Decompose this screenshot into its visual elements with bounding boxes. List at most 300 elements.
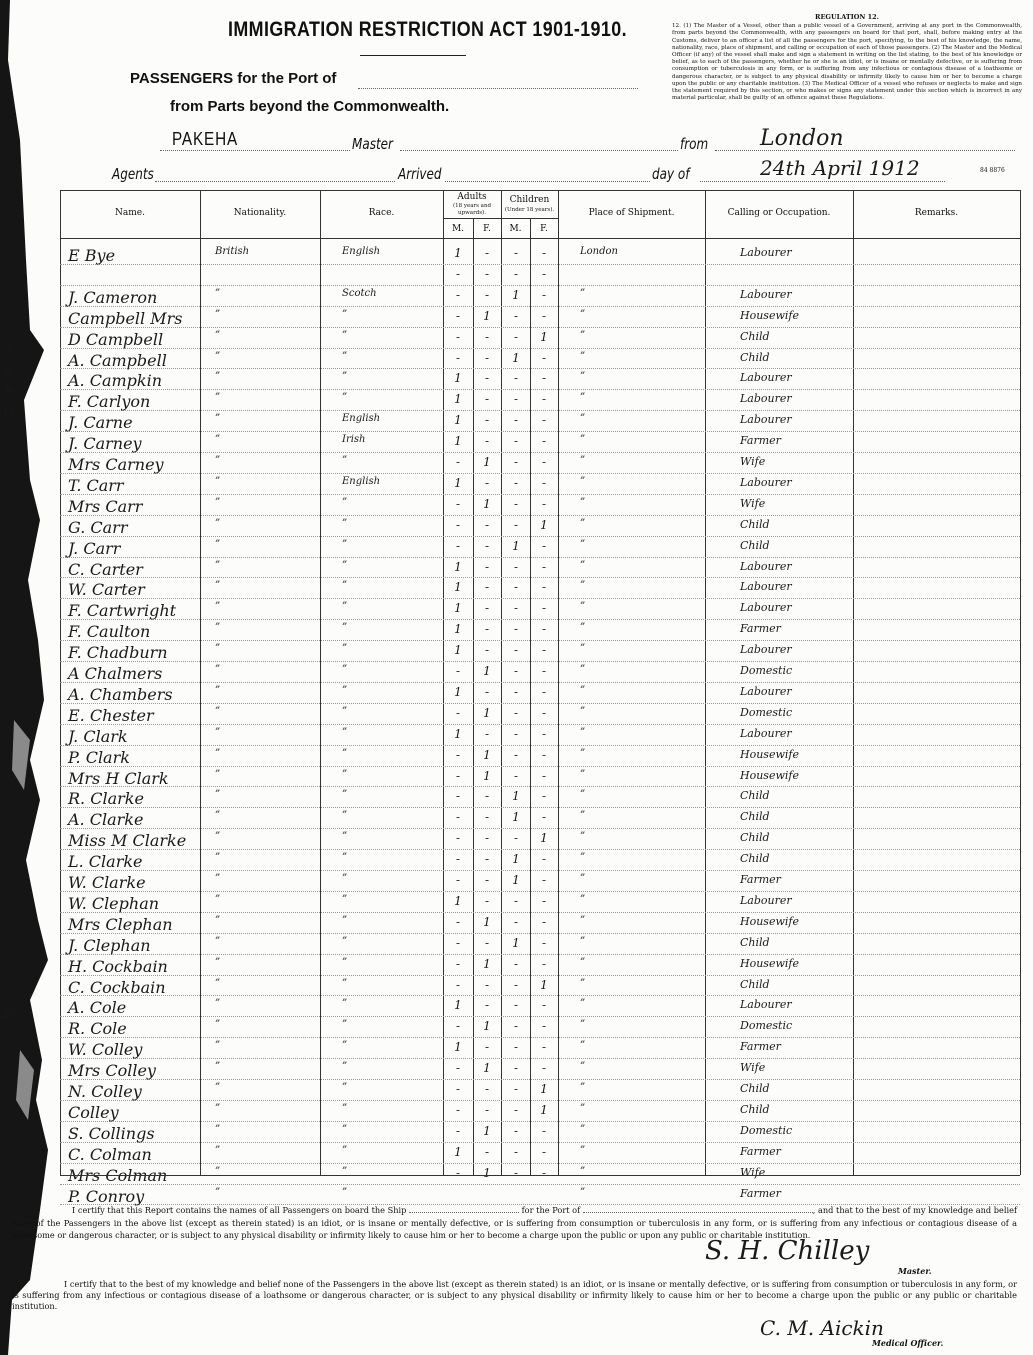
child-female-mark: -: [541, 266, 547, 281]
passenger-shipment: ”: [580, 1040, 586, 1052]
adult-male-mark: -: [455, 1061, 461, 1076]
passenger-name: L. Clarke: [68, 852, 143, 872]
from-label: from: [680, 135, 709, 153]
adult-male-mark: 1: [454, 371, 462, 386]
passenger-occupation: Housewife: [740, 956, 799, 970]
passenger-shipment: ”: [580, 956, 586, 968]
passenger-occupation: Labourer: [740, 726, 792, 740]
passenger-occupation: Child: [740, 935, 770, 949]
col-race: Race.: [368, 208, 395, 218]
col-adults-m: M.: [451, 224, 465, 234]
row-rule: [60, 891, 1020, 892]
passenger-occupation: Domestic: [740, 1019, 793, 1033]
child-female-mark: 1: [540, 517, 548, 532]
passenger-race: ”: [342, 1102, 348, 1114]
passenger-name: H. Cockbain: [68, 956, 168, 976]
child-male-mark: -: [513, 475, 519, 490]
row-rule: [60, 975, 1020, 976]
passenger-occupation: Child: [740, 789, 770, 803]
child-male-mark: -: [513, 1061, 519, 1076]
child-female-mark: -: [541, 392, 547, 407]
heading-beyond-commonwealth: from Parts beyond the Commonwealth.: [170, 98, 450, 115]
col-remarks: Remarks.: [914, 208, 959, 218]
arrival-date: 24th April 1912: [760, 156, 920, 180]
adult-female-mark: -: [484, 601, 490, 616]
passenger-race: ”: [342, 1061, 348, 1073]
child-male-mark: -: [513, 643, 519, 658]
day-of-label: day of: [652, 165, 690, 183]
passenger-occupation: Child: [740, 329, 770, 343]
passenger-shipment: ”: [580, 998, 586, 1010]
passenger-nationality: ”: [215, 789, 221, 801]
passenger-occupation: Housewife: [740, 747, 799, 761]
passenger-race: ”: [342, 517, 348, 529]
passenger-occupation: Labourer: [740, 475, 792, 489]
adult-female-mark: -: [484, 726, 490, 741]
row-rule: [60, 933, 1020, 934]
adult-female-mark: -: [484, 810, 490, 825]
passenger-nationality: ”: [215, 1102, 221, 1114]
child-female-mark: -: [541, 1165, 547, 1180]
passenger-occupation: Wife: [740, 496, 766, 510]
passenger-race: ”: [342, 329, 348, 341]
passenger-race: ”: [342, 664, 348, 675]
row-rule: [60, 348, 1020, 349]
row-rule: [60, 912, 1020, 913]
passenger-race: ”: [342, 726, 348, 738]
child-female-mark: -: [541, 664, 547, 678]
adult-male-mark: -: [455, 329, 461, 344]
child-male-mark: 1: [512, 935, 520, 950]
child-male-mark: -: [513, 1123, 519, 1138]
child-male-mark: -: [513, 1040, 519, 1055]
arrived-label: Arrived: [398, 165, 442, 183]
passenger-race: Irish: [342, 434, 366, 446]
margin-number: 9: [6, 387, 13, 398]
child-male-mark: -: [513, 998, 519, 1013]
row-rule: [60, 264, 1020, 265]
child-female-mark: -: [541, 455, 547, 469]
row-rule: [60, 849, 1020, 850]
passenger-shipment: ”: [580, 496, 586, 508]
adult-female-mark: 1: [483, 1165, 491, 1180]
passenger-shipment: ”: [580, 580, 586, 592]
passenger-nationality: ”: [215, 664, 221, 675]
passenger-name: Mrs Carney: [68, 455, 164, 474]
child-female-mark: 1: [540, 1082, 548, 1096]
child-male-mark: -: [513, 1102, 519, 1117]
passenger-name: A Chalmers: [68, 664, 163, 683]
col-nationality: Nationality.: [233, 208, 287, 218]
passenger-nationality: ”: [215, 559, 221, 571]
child-female-mark: -: [541, 496, 547, 511]
passenger-name: J. Cameron: [68, 287, 158, 307]
margin-number: 10: [2, 408, 15, 419]
adult-male-mark: -: [455, 873, 461, 887]
row-rule: [60, 640, 1020, 641]
passenger-name: F. Carlyon: [68, 392, 151, 412]
passenger-nationality: ”: [215, 893, 221, 905]
margin-number: 8: [5, 366, 12, 377]
passenger-occupation: Child: [740, 977, 770, 991]
child-female-mark: -: [541, 538, 547, 553]
passenger-race: ”: [342, 768, 348, 780]
passenger-race: ”: [342, 350, 348, 362]
child-female-mark: 1: [540, 1102, 548, 1117]
adult-female-mark: 1: [483, 496, 491, 511]
adult-female-mark: -: [484, 684, 490, 699]
passenger-shipment: ”: [580, 1123, 586, 1135]
passenger-occupation: Labourer: [740, 643, 792, 657]
passenger-occupation: Labourer: [740, 893, 792, 907]
passenger-nationality: ”: [215, 434, 221, 446]
passenger-shipment: ”: [580, 1165, 586, 1177]
passenger-nationality: ”: [215, 329, 221, 341]
child-male-mark: -: [513, 329, 519, 344]
passenger-occupation: Wife: [740, 455, 766, 468]
passenger-name: C. Cockbain: [68, 977, 166, 997]
child-male-mark: 1: [512, 852, 520, 867]
adult-female-mark: 1: [483, 455, 491, 469]
adult-female-mark: -: [484, 434, 490, 449]
passenger-name: Mrs Colley: [68, 1061, 156, 1081]
passenger-nationality: ”: [215, 684, 221, 696]
passenger-name: Campbell Mrs: [68, 308, 183, 328]
passenger-shipment: London: [580, 246, 618, 257]
passenger-name: J. Carne: [68, 413, 133, 433]
passenger-nationality: ”: [215, 1061, 221, 1073]
passenger-name: J. Carney: [68, 434, 142, 454]
passenger-name: W. Carter: [68, 580, 145, 600]
child-female-mark: -: [541, 287, 547, 302]
child-female-mark: -: [541, 246, 547, 260]
adult-male-mark: 1: [454, 998, 462, 1013]
row-rule: [60, 515, 1020, 516]
row-rule: [60, 1058, 1020, 1059]
passenger-occupation: Domestic: [740, 664, 793, 677]
child-male-mark: -: [513, 893, 519, 908]
margin-number: 20: [2, 1009, 15, 1020]
row-rule: [60, 452, 1020, 453]
adult-male-mark: 1: [454, 1144, 462, 1159]
passenger-race: ”: [342, 914, 348, 926]
passenger-occupation: Child: [740, 350, 770, 364]
passenger-occupation: Housewife: [740, 308, 799, 322]
passenger-occupation: Labourer: [740, 580, 792, 594]
passenger-race: ”: [342, 1082, 348, 1093]
passenger-race: ”: [342, 1123, 348, 1135]
passenger-name: Mrs Colman: [68, 1165, 168, 1185]
passenger-shipment: ”: [580, 350, 586, 362]
adult-male-mark: -: [455, 517, 461, 532]
passenger-name: A. Campbell: [68, 350, 167, 370]
child-male-mark: -: [513, 1019, 519, 1034]
passenger-race: ”: [342, 935, 348, 947]
adult-female-mark: -: [484, 998, 490, 1013]
passenger-race: ”: [342, 873, 348, 884]
adult-male-mark: 1: [454, 726, 462, 741]
child-male-mark: -: [513, 1144, 519, 1159]
master-signature: S. H. Chilley: [705, 1236, 870, 1266]
adult-male-mark: 1: [454, 246, 462, 260]
child-male-mark: 1: [512, 810, 520, 825]
passenger-race: ”: [342, 538, 348, 550]
passenger-occupation: Farmer: [740, 1144, 781, 1158]
child-male-mark: -: [513, 601, 519, 616]
adult-male-mark: -: [455, 538, 461, 553]
adult-male-mark: 1: [454, 684, 462, 699]
row-rule: [60, 327, 1020, 328]
passenger-occupation: Labourer: [740, 998, 792, 1012]
passenger-nationality: ”: [215, 873, 221, 884]
master-certificate: I certify that this Report contains the names of all Passengers on board the Ship for the Port of , and that to the best of my knowledge and belief none of the Passengers in the above list (except as therein stated) is an idiot, or is insane or mentally defective, or is suffering from consumption or tuberculosis in any form, or is suffering from any infectious or contagious disease of a loathsome or dangerous character, or is subject to any physical disability or infirmity likely to cause him or her to become a charge upon the public or upon any public or charitable institution.: [12, 1205, 1017, 1240]
row-rule: [60, 473, 1020, 474]
child-female-mark: -: [541, 747, 547, 762]
form-reference: 84 8876: [980, 167, 1005, 174]
child-male-mark: 1: [512, 538, 520, 553]
child-female-mark: -: [541, 1123, 547, 1138]
passenger-nationality: ”: [215, 768, 221, 780]
passenger-name: P. Conroy: [68, 1186, 145, 1206]
passenger-nationality: ”: [215, 622, 221, 634]
passenger-shipment: ”: [580, 538, 586, 550]
passenger-race: ”: [342, 893, 348, 905]
passenger-occupation: Farmer: [740, 1186, 781, 1200]
passenger-nationality: ”: [215, 998, 221, 1010]
adult-male-mark: -: [455, 935, 461, 950]
adult-male-mark: -: [455, 1082, 461, 1096]
passenger-name: F. Chadburn: [68, 643, 168, 663]
passenger-race: ”: [342, 601, 348, 613]
row-rule: [60, 306, 1020, 307]
adult-female-mark: -: [484, 580, 490, 595]
child-male-mark: -: [513, 705, 519, 720]
port-blank-line: [358, 88, 638, 89]
passenger-nationality: ”: [215, 287, 221, 299]
passenger-nationality: ”: [215, 601, 221, 613]
adult-female-mark: 1: [483, 705, 491, 720]
adult-male-mark: 1: [454, 1040, 462, 1055]
passenger-shipment: ”: [580, 329, 586, 341]
row-rule: [60, 368, 1020, 369]
adult-female-mark: 1: [483, 308, 491, 323]
passenger-occupation: Labourer: [740, 392, 792, 406]
passenger-shipment: ”: [580, 852, 586, 864]
child-female-mark: -: [541, 371, 547, 386]
passenger-table: [60, 190, 1020, 1206]
child-male-mark: -: [513, 496, 519, 511]
adult-male-mark: -: [455, 1019, 461, 1034]
passenger-shipment: ”: [580, 684, 586, 696]
passenger-race: ”: [342, 747, 348, 759]
row-rule: [60, 954, 1020, 955]
adult-female-mark: -: [484, 852, 490, 867]
passenger-shipment: ”: [580, 789, 586, 801]
passenger-name: R. Clarke: [68, 789, 144, 809]
regulation-text: 12. (1) The Master of a Vessel, other than a public vessel of a Government, arriving at any port in the Commonwealth, from parts beyond the Commonwealth, with any passengers on board for that port, shall, before making entry at the Customs, deliver to an officer a list of all the passengers for the port, specifying, to the best of his knowledge, the name, nationality, race, place of shipment, and calling or occupation of each of those passengers. (2) The Master and the Medical Officer (if any) of the vessel shall make and sign a statement in writing on the list stating, to the best of his knowledge or belief, as to each of the passengers, whether he or she is an idiot, or is insane or mentally defective, or is suffering from consumption or tuberculosis in any form, or is suffering from any infectious or contagious disease of a loathsome or dangerous character, or is subject to any physical disability or infirmity likely to cause him or her to become a charge upon the public or any charitable institution. (3) The Medical Officer of a vessel who refuses or neglects to make and sign the statement required by this section, or who makes or signs any statement under this section which is incorrect in any material particular, shall be guilty of an offence against these Regulations.: [672, 23, 1022, 102]
passenger-nationality: ”: [215, 475, 221, 487]
child-male-mark: 1: [512, 350, 520, 365]
passenger-occupation: Child: [740, 1082, 770, 1095]
adult-female-mark: 1: [483, 664, 491, 678]
passenger-occupation: Labourer: [740, 684, 792, 698]
master-signature-label: Master.: [898, 1266, 932, 1276]
passenger-shipment: ”: [580, 935, 586, 947]
row-rule: [60, 598, 1020, 599]
row-rule: [60, 577, 1020, 578]
passenger-occupation: Domestic: [740, 1123, 793, 1137]
adult-female-mark: -: [484, 789, 490, 804]
adult-female-mark: -: [484, 538, 490, 553]
passenger-shipment: ”: [580, 914, 586, 926]
child-male-mark: -: [513, 726, 519, 741]
row-rule: [60, 995, 1020, 996]
passenger-nationality: ”: [215, 308, 221, 320]
child-male-mark: -: [513, 413, 519, 428]
passenger-shipment: ”: [580, 308, 586, 320]
passenger-shipment: ”: [580, 434, 586, 446]
agents-label: Agents: [112, 165, 154, 183]
passenger-shipment: ”: [580, 810, 586, 822]
passenger-name: W. Colley: [68, 1040, 143, 1060]
adult-female-mark: -: [484, 559, 490, 574]
adult-male-mark: -: [455, 768, 461, 783]
passenger-name: E Bye: [68, 246, 116, 265]
adult-male-mark: 1: [454, 580, 462, 595]
row-rule: [60, 807, 1020, 808]
passenger-race: ”: [342, 371, 348, 383]
passenger-nationality: ”: [215, 455, 221, 466]
adult-female-mark: 1: [483, 1123, 491, 1138]
adult-male-mark: -: [455, 789, 461, 804]
passenger-name: A. Clarke: [68, 810, 144, 830]
adult-female-mark: 1: [483, 1019, 491, 1034]
row-rule: [60, 1016, 1020, 1017]
passenger-nationality: ”: [215, 1144, 221, 1156]
child-female-mark: -: [541, 914, 547, 929]
passenger-name: Mrs H Clark: [68, 768, 169, 788]
passenger-race: ”: [342, 392, 348, 404]
adult-male-mark: -: [455, 1102, 461, 1117]
passenger-race: ”: [342, 643, 348, 655]
child-male-mark: -: [513, 559, 519, 574]
row-rule: [60, 431, 1020, 432]
adult-male-mark: 1: [454, 893, 462, 908]
adult-female-mark: 1: [483, 1061, 491, 1076]
row-rule: [60, 389, 1020, 390]
passenger-nationality: ”: [215, 517, 221, 529]
passenger-race: English: [342, 413, 381, 425]
child-female-mark: -: [541, 705, 547, 720]
passenger-nationality: ”: [215, 538, 221, 550]
child-female-mark: -: [541, 956, 547, 971]
passenger-nationality: ”: [215, 580, 221, 592]
passenger-name: F. Cartwright: [68, 601, 177, 621]
passenger-name: P. Clark: [68, 747, 130, 767]
passenger-nationality: ”: [215, 810, 221, 822]
passenger-nationality: ”: [215, 643, 221, 655]
passenger-shipment: ”: [580, 559, 586, 571]
adult-male-mark: -: [455, 1123, 461, 1138]
passenger-occupation: Labourer: [740, 559, 792, 573]
adult-female-mark: -: [484, 622, 490, 637]
child-male-mark: 1: [512, 873, 520, 887]
row-rule: [60, 724, 1020, 725]
adult-male-mark: -: [455, 1165, 461, 1180]
col-shipment: Place of Shipment.: [588, 208, 675, 218]
child-male-mark: 1: [512, 287, 520, 302]
master-label: Master: [352, 135, 393, 153]
child-female-mark: -: [541, 350, 547, 365]
row-rule: [60, 766, 1020, 767]
passenger-occupation: Child: [740, 1102, 770, 1116]
child-male-mark: -: [513, 684, 519, 699]
passenger-occupation: Labourer: [740, 287, 792, 301]
passenger-occupation: Wife: [740, 1165, 766, 1179]
passenger-occupation: Housewife: [740, 914, 799, 928]
passenger-occupation: Labourer: [740, 246, 792, 259]
passenger-name: Mrs Clephan: [68, 914, 173, 934]
passenger-shipment: ”: [580, 371, 586, 383]
passenger-race: ”: [342, 852, 348, 864]
child-female-mark: -: [541, 622, 547, 637]
child-female-mark: -: [541, 1144, 547, 1159]
adult-female-mark: -: [484, 287, 490, 302]
adult-female-mark: -: [484, 977, 490, 992]
child-female-mark: -: [541, 935, 547, 950]
child-male-mark: -: [513, 308, 519, 323]
child-female-mark: -: [541, 768, 547, 783]
child-female-mark: -: [541, 559, 547, 574]
passenger-nationality: ”: [215, 392, 221, 404]
passenger-name: C. Colman: [68, 1144, 152, 1164]
child-female-mark: 1: [540, 831, 548, 846]
passenger-shipment: ”: [580, 1144, 586, 1156]
passenger-occupation: Farmer: [740, 622, 781, 636]
title-rule: [360, 55, 466, 56]
passenger-race: ”: [342, 1165, 348, 1177]
child-male-mark: -: [513, 517, 519, 532]
child-male-mark: -: [513, 956, 519, 971]
row-rule: [60, 410, 1020, 411]
adult-female-mark: -: [484, 1102, 490, 1117]
passenger-occupation: Child: [740, 517, 770, 531]
passenger-nationality: ”: [215, 956, 221, 968]
passenger-shipment: ”: [580, 517, 586, 529]
adult-female-mark: -: [484, 831, 490, 846]
col-children-f: F.: [540, 224, 548, 234]
child-male-mark: -: [513, 664, 519, 678]
passenger-race: English: [342, 475, 381, 487]
passenger-shipment: ”: [580, 1186, 586, 1198]
adult-female-mark: -: [484, 246, 490, 260]
passenger-race: ”: [342, 1144, 348, 1156]
row-rule: [60, 661, 1020, 662]
child-male-mark: -: [513, 1082, 519, 1096]
col-name: Name.: [115, 208, 145, 218]
passenger-name: S. Collings: [68, 1123, 155, 1143]
adult-male-mark: 1: [454, 413, 462, 428]
passenger-shipment: ”: [580, 1019, 586, 1031]
adult-male-mark: -: [455, 266, 461, 281]
passenger-occupation: Labourer: [740, 371, 792, 385]
passenger-nationality: ”: [215, 831, 221, 843]
child-male-mark: -: [513, 434, 519, 449]
child-male-mark: -: [513, 622, 519, 637]
adult-female-mark: -: [484, 873, 490, 887]
adult-male-mark: -: [455, 455, 461, 469]
adult-female-mark: -: [484, 329, 490, 344]
